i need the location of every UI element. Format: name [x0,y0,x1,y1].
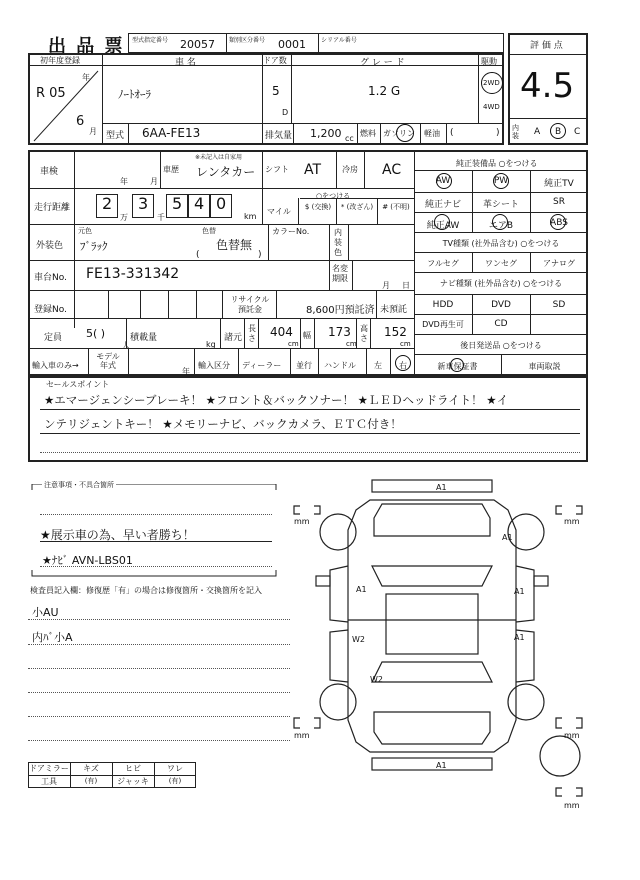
interior-score-b: B [555,127,562,137]
equip-airbag-circle [492,214,508,230]
mm-front-left: mm [294,517,310,526]
mileage-label: 走行距離 [34,203,71,213]
legend-tools-has: (有) [84,777,98,785]
fuel-other: ( [450,128,454,138]
navi-dvd-play: DVD再生可 [422,320,464,329]
ac-label: 冷房 [342,165,358,174]
equip-abs: ABS [550,218,568,228]
equip-leather: 革シート [482,200,519,210]
equip-sr: SR [553,197,565,207]
width-value: 173 [328,325,351,339]
height-label: 高さ [360,324,368,343]
history-note: ※未記入は自家用 [195,154,243,161]
doors-label: ドア数 [263,56,287,65]
sales-label: セールスポイント [46,380,110,389]
category-value: 0001 [278,38,306,51]
mm-spare: mm [564,801,580,810]
notes-line-2: ★ﾅﾋﾞ AVN-LBS01 [42,554,133,567]
mileage-digit-3: 5 [172,194,183,213]
grade-label: グ レ ー ド [360,58,405,68]
fuel-gasoline: ガソリン [383,129,415,138]
score-label: 評 価 点 [530,41,563,51]
car-name: ﾉｰﾄｵｰﾗ [118,88,151,101]
mile-opt-mile: マイル [267,207,291,216]
mark-front-bumper: A1 [436,483,447,492]
equip-pw: PW [493,176,509,186]
legend-jack: ジャッキ [117,777,149,786]
model-type-label: 型式 [106,131,125,141]
mileage-digit-5: 0 [216,194,227,213]
tv-full: フルセグ [427,259,459,268]
height-unit: cm [400,340,411,348]
doors-type: D [282,108,289,117]
displacement-value: 1,200 [310,127,342,140]
color-change-value: 色替無 [216,238,253,252]
year-unit: 年 [82,73,90,82]
capacity-value: 5( ) [86,327,106,340]
cc-unit: cc [345,134,354,143]
serial-label: シリアル番号 [321,37,357,44]
km-unit: km [244,212,257,221]
mm-rear-right: mm [564,731,580,740]
import-parallel: 並行 [296,361,312,370]
mark-rear-bumper: A1 [436,761,447,770]
interior-color-label: 内装色 [334,228,342,257]
mile-circle-note: ○をつける [316,192,351,200]
equip-navi: 純正ナビ [424,200,461,210]
equip-airbag: エアB [488,221,514,231]
score-value: 4.5 [520,66,575,106]
height-value: 152 [384,325,407,339]
capacity-label: 定員 [44,333,63,343]
inspector-line-1: 小AU [32,606,59,619]
navi-sd: SD [552,300,566,310]
interior-score-a: A [534,127,541,137]
mm-front-right: mm [564,517,580,526]
equipment-title: 純正装備品 ○をつける [456,159,538,168]
recycle-value: 8,600円預託済 [306,305,375,316]
history-value: レンタカー [196,165,256,179]
doors-value: 5 [272,84,280,98]
mileage-sen-unit: 千 [157,213,165,222]
dims-label: 諸元 [224,333,243,343]
color-orig-label: 元色 [78,227,92,235]
legend-crack: ヒビ [125,764,141,773]
frame-value: FE13-331342 [86,266,180,282]
recycle-status: 未預託 [380,305,408,315]
grade-value: 1.2 G [368,84,401,98]
mark-right-rear-door: A1 [514,633,525,642]
inspection-month-unit: 月 [150,177,158,186]
model-designation-value: 20057 [180,38,215,51]
later-manual: 車両取説 [528,362,561,371]
width-label: 幅 [303,331,311,340]
category-label: 類別区分番号 [229,37,266,44]
length-unit: cm [288,340,299,348]
exterior-color: ﾌﾞﾗｯｸ [80,240,108,253]
color-no-label: カラーNo. [272,227,310,236]
mileage-digit-2: 3 [138,194,149,213]
notes-line-1: ★展示車の為、早い者勝ち！ [40,528,195,542]
later-warranty-circle [450,358,464,372]
mark-left-front-door: A1 [356,585,367,594]
month-unit: 月 [89,127,97,136]
mm-rear-left: mm [294,731,310,740]
color-change-label: 色替 [202,227,216,235]
tv-one: ワンセグ [485,259,517,268]
mileage-man-unit: 万 [120,213,128,222]
car-damage-diagram [290,470,610,820]
legend-door-mirror: ドアミラー [29,764,69,773]
model-type: 6AA-FE13 [142,126,201,140]
legend-tools: 工具 [41,777,57,786]
person-unit: 人 [122,341,130,350]
equip-pw-circle [493,173,509,189]
fuel-label: 燃料 [360,129,376,138]
inspector-label: 検査員記入欄：修復歴「有」の場合は修復箇所・交換箇所を記入 [30,586,262,595]
mile-opt-tampered: * (改ざん) [340,203,374,211]
mark-right-front-door: A1 [514,587,525,596]
navi-dvd: DVD [491,300,511,310]
model-year-unit: 年 [182,367,190,376]
notes-label: 注意事項・不具合箇所 [44,481,114,489]
sales-line-1: ★エマージェンシーブレーキ！ ★フロント＆バックソナー！ ★ＬＥＤヘッドライト！ ★イ [44,393,509,407]
equip-aw: AW [435,176,451,186]
handle-left: 左 [374,361,382,370]
page-title: 出 品 票 [48,36,125,57]
mile-opt-exchange: $ (交換) [304,203,332,211]
interior-score-selected-circle [550,123,566,139]
width-unit: cm [346,340,357,348]
import-category-label: 輸入区分 [198,361,230,370]
first-reg-month: 6 [76,114,85,129]
model-designation-label: 型式指定番号 [132,37,169,44]
handle-selected-circle [395,355,411,371]
model-year-label: モデル年式 [96,352,120,370]
first-reg-label: 初年度登録 [40,56,80,65]
equip-genuine-aw: 純正AW [426,221,460,231]
tv-title: TV種類 (社外品含む) ○をつける [442,239,560,248]
mileage-digit-4: 4 [194,194,205,213]
legend-scratch: キズ [83,764,99,773]
handle-label: ハンドル [324,361,356,370]
navi-cd: CD [494,319,508,329]
equip-abs-circle [550,214,566,230]
handle-right: 右 [399,361,407,370]
interior-score-label: 内装 [512,124,519,140]
equip-tv: 純正TV [544,179,574,189]
load-label: 積載量 [130,333,158,343]
drive-2wd: 2WD [483,79,500,87]
later-warranty: 新車保証書 [437,362,478,371]
length-label: 長さ [248,324,256,343]
interior-score-c: C [574,127,581,137]
navi-title: ナビ種類 (社外品含む) ○をつける [439,279,563,288]
legend-jack-has: (有) [168,777,182,785]
ac-value: AC [382,162,402,178]
mark-front-right-fender: A1 [502,533,513,542]
sales-line-2: ンテリジェントキー！ ★メモリーナビ、バックカメラ、ＥＴＣ付き！ [44,417,402,431]
drive-label: 駆動 [481,57,497,66]
inspector-line-2: 内ﾊﾞ小A [32,631,73,644]
exterior-color-label: 外装色 [36,241,64,251]
name-change-day-unit: 日 [402,281,410,290]
equip-aw-circle [436,173,452,189]
inspection-year-unit: 年 [120,177,128,186]
first-reg-year: R 05 [36,86,66,101]
later-title: 後日発送品 ○をつける [460,341,542,350]
legend-break: ワレ [167,764,183,773]
mileage-digit-1: 2 [102,194,113,213]
fuel-selected-circle [396,124,414,142]
fuel-diesel: 軽油 [424,129,440,138]
import-dealer: ディーラー [242,361,282,370]
import-label: 輸入車のみ→ [32,361,79,370]
mark-left-rear-door: W2 [352,635,365,644]
equip-genuine-aw-circle [434,214,450,230]
name-change-label: 名変期限 [332,264,348,283]
mark-left-rear-fender: W2 [370,675,383,684]
tv-analog: アナログ [543,259,575,268]
inspection-label: 車検 [40,167,59,177]
reg-no-label: 登録No. [34,305,67,315]
shift-label: シフト [265,165,289,174]
frame-label: 車台No. [34,273,67,283]
car-name-label: 車 名 [175,58,196,68]
displacement-label: 排気量 [265,131,293,141]
drive-4wd: 4WD [483,103,500,111]
recycle-label: リサイクル預託金 [230,295,270,314]
navi-hdd: HDD [432,300,454,310]
name-change-month-unit: 月 [382,281,390,290]
kg-unit: kg [206,340,216,349]
shift-value: AT [304,162,322,178]
history-label: 車歴 [163,165,179,174]
mile-opt-unknown: # (不明) [382,203,410,211]
length-value: 404 [270,325,293,339]
